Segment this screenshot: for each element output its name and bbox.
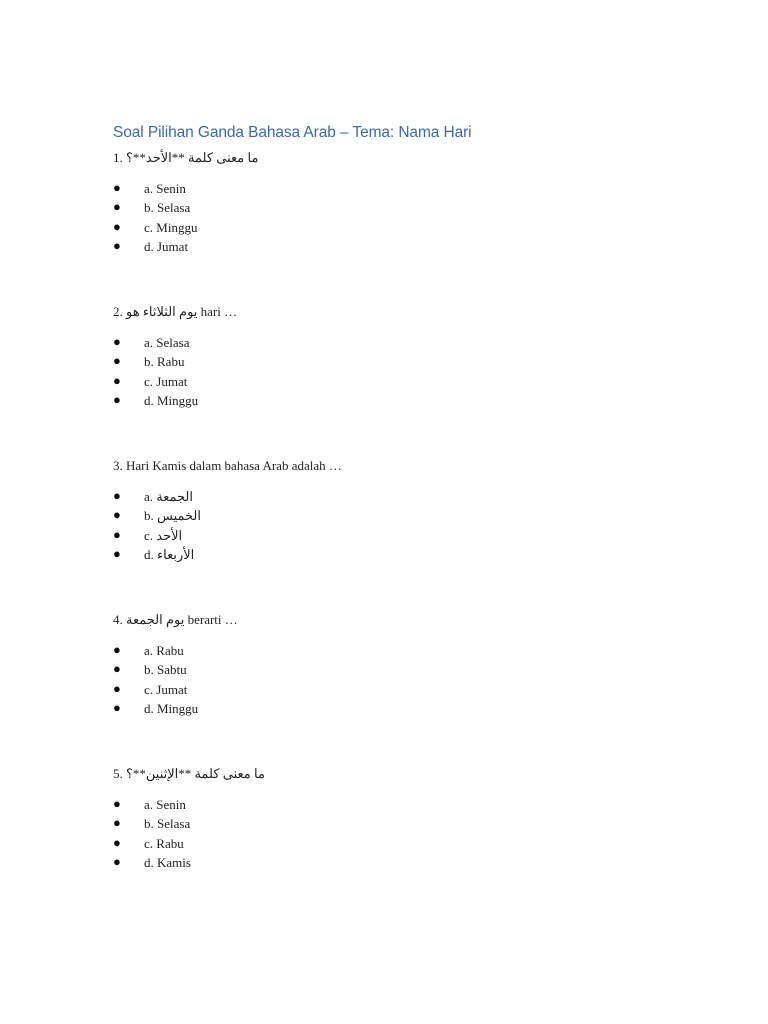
bullet-icon: ● <box>113 815 121 831</box>
bullet-icon: ● <box>113 661 121 677</box>
bullet-icon: ● <box>113 392 121 408</box>
bullet-icon: ● <box>113 353 121 369</box>
bullet-icon: ● <box>113 642 121 657</box>
bullet-icon: ● <box>113 507 121 523</box>
bullet-icon: ● <box>113 334 121 349</box>
question-3-text: 3. Hari Kamis dalam bahasa Arab adalah … <box>113 458 342 473</box>
question-2-text: 2. يوم الثلاثاء هو hari … <box>113 304 238 319</box>
bullet-icon: ● <box>113 526 121 542</box>
question-5-text: 5. ما معنى كلمة **الإثنين**؟ <box>113 766 265 781</box>
bullet-icon: ● <box>113 180 121 195</box>
bullet-icon: ● <box>113 199 121 215</box>
question-1-text: 1. ما معنى كلمة **الأحد**؟ <box>113 150 259 165</box>
bullet-icon: ● <box>113 238 121 254</box>
question-4-text: 4. يوم الجمعة berarti … <box>113 612 238 627</box>
bullet-icon: ● <box>113 796 121 811</box>
bullet-icon: ● <box>113 488 121 503</box>
bullet-icon: ● <box>113 700 121 716</box>
bullet-icon: ● <box>113 834 121 850</box>
document-page: Soal Pilihan Ganda Bahasa Arab – Tema: Nama Hari 1. ما معنى كلمة **الأحد**؟ ● a. Senin ● b. Selasa ● c. Minggu ● d. Jumat 2. يوم الثلاثاء هو hari … ● a. Selasa ● b. Rabu ● c. Jumat ● d. Minggu 3. Hari Kamis dalam bahasa Arab adalah … ● a. الجمعة ● b. الخميس ● c. الأحد ● d. الأربعاء 4. يوم الجمعة berarti … ● a. Rabu ● b. Sabtu ● c. Jumat ● d. Minggu 5. ما معنى كلمة **الإثنين**؟ ● a. Senin ● b. Selasa ● c. Rabu ● d. Kamis <box>0 0 768 1024</box>
bullet-icon: ● <box>113 546 121 562</box>
document-title: Soal Pilihan Ganda Bahasa Arab – Tema: Nama Hari <box>113 124 472 141</box>
bullet-icon: ● <box>113 854 121 870</box>
bullet-icon: ● <box>113 372 121 388</box>
bullet-icon: ● <box>113 680 121 696</box>
bullet-icon: ● <box>113 218 121 234</box>
